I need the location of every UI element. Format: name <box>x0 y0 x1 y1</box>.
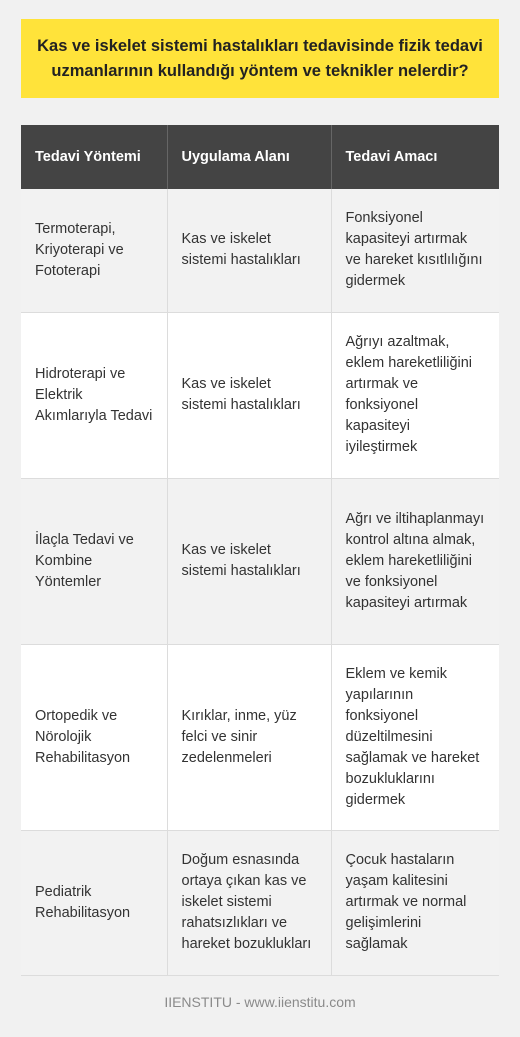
cell-area: Kas ve iskelet sistemi hastalıkları <box>167 312 331 478</box>
cell-goal: Ağrıyı azaltmak, eklem hareketliliğini artırmak ve fonksiyonel kapasiteyi iyileştirmek <box>331 312 499 478</box>
cell-goal: Eklem ve kemik yapılarının fonksiyonel düzeltilmesini sağlamak ve hareket bozukluklarını gidermek <box>331 644 499 830</box>
footer-credit: IIENSTITU - www.iienstitu.com <box>164 994 356 1010</box>
table-row <box>21 644 499 830</box>
cell-area: Kas ve iskelet sistemi hastalıkları <box>167 189 331 312</box>
cell-goal: Ağrı ve iltihaplanmayı kontrol altına almak, eklem hareketliliğini ve fonksiyonel kapasiteyi artırmak <box>331 478 499 644</box>
treatment-table <box>21 125 499 976</box>
table-row <box>21 478 499 644</box>
page-title: Kas ve iskelet sistemi hastalıkları tedavisinde fizik tedavi uzmanlarının kullandığı yöntem ve teknikler nelerdir? <box>37 36 483 80</box>
column-header-goal: Tedavi Amacı <box>331 125 499 189</box>
cell-area: Doğum esnasında ortaya çıkan kas ve iskelet sistemi rahatsızlıkları ve hareket bozuklukları <box>167 830 331 975</box>
cell-method: Pediatrik Rehabilitasyon <box>21 830 167 975</box>
table-row <box>21 189 499 312</box>
table-row <box>21 312 499 478</box>
column-header-method: Tedavi Yöntemi <box>21 125 167 189</box>
column-header-area: Uygulama Alanı <box>167 125 331 189</box>
table-row <box>21 830 499 975</box>
cell-area: Kırıklar, inme, yüz felci ve sinir zedelenmeleri <box>167 644 331 830</box>
cell-method: İlaçla Tedavi ve Kombine Yöntemler <box>21 478 167 644</box>
cell-goal: Çocuk hastaların yaşam kalitesini artırmak ve normal gelişimlerini sağlamak <box>331 830 499 975</box>
cell-area: Kas ve iskelet sistemi hastalıkları <box>167 478 331 644</box>
table-header-row <box>21 125 499 189</box>
cell-method: Ortopedik ve Nörolojik Rehabilitasyon <box>21 644 167 830</box>
title-banner <box>21 19 499 98</box>
cell-method: Hidroterapi ve Elektrik Akımlarıyla Tedavi <box>21 312 167 478</box>
cell-method: Termoterapi, Kriyoterapi ve Fototerapi <box>21 189 167 312</box>
cell-goal: Fonksiyonel kapasiteyi artırmak ve hareket kısıtlılığını gidermek <box>331 189 499 312</box>
